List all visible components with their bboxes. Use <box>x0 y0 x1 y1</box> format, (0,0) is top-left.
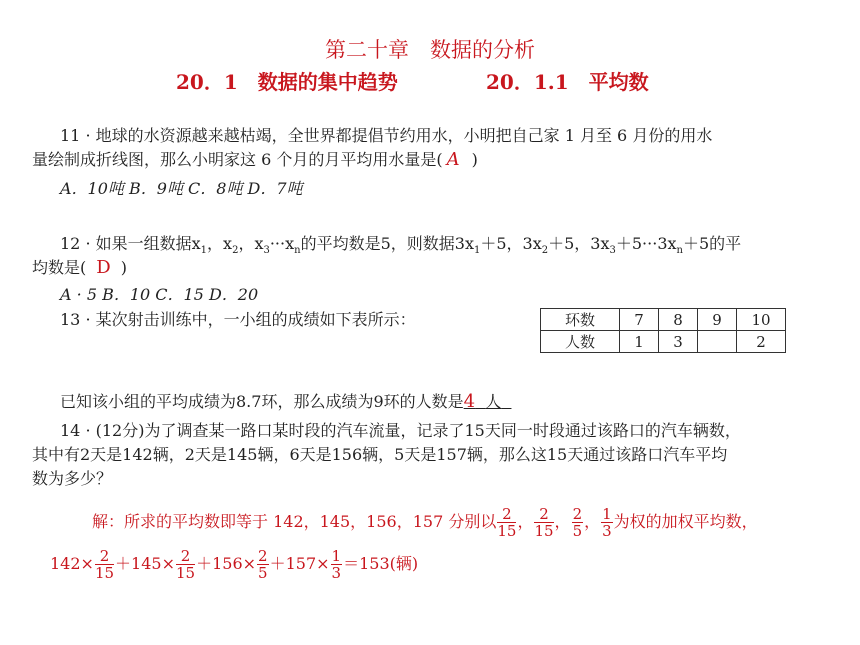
q12-sub: 1 <box>473 245 481 256</box>
q12-text: ＋5，3x <box>548 234 610 253</box>
q12-line1 <box>60 232 741 258</box>
q12-text: 12 · 如果一组数据x <box>60 234 201 253</box>
calc-result: ＝153(辆) <box>343 554 419 573</box>
table-cell: 3 <box>659 331 698 353</box>
q14-line1: 14 · (12分)为了调查某一路口某时段的汽车流量，记录了15天同一时段通过该路口的汽车辆数， <box>60 421 741 440</box>
fraction-numerator: 2 <box>497 507 516 523</box>
fraction-denominator: 3 <box>602 521 612 540</box>
q14-line2: 其中有2天是142辆，2天是145辆，6天是156辆，5天是157辆，那么这15天通过该路口汽车平均 <box>32 445 728 464</box>
fraction-denominator: 3 <box>331 563 342 582</box>
section-title: 20．1 数据的集中趋势 <box>176 70 398 94</box>
weight-fraction <box>601 504 613 540</box>
q12-options: A · 5 B．10 C．15 D．20 <box>60 285 259 304</box>
calc-term: ＋145× <box>115 554 175 573</box>
fraction-denominator: 5 <box>572 521 583 540</box>
table-row <box>541 331 786 353</box>
q12-sub: 3 <box>263 245 270 256</box>
weight-fraction <box>176 546 196 582</box>
q12-text: ＋5···3x <box>615 234 677 253</box>
fraction-numerator: 2 <box>572 504 583 523</box>
q12-sub: 1 <box>200 245 208 256</box>
q12-stem: 均数是( <box>32 258 87 277</box>
calc-term: ＋156× <box>196 554 257 573</box>
calc-term: 142× <box>50 554 94 573</box>
fraction-denominator: 15 <box>94 563 115 582</box>
q12-sub: 3 <box>609 245 616 256</box>
separator: ， <box>517 512 534 531</box>
table-cell <box>698 331 737 353</box>
q14-solution-text: 为权的加权平均数， <box>613 512 758 531</box>
fraction-numerator: 1 <box>331 546 342 565</box>
table-cell: 环数 <box>541 309 620 331</box>
separator: ， <box>584 512 601 531</box>
table-cell: 人数 <box>541 331 620 353</box>
table-cell: 7 <box>620 309 659 331</box>
fraction-denominator: 5 <box>258 563 268 582</box>
q14-line3: 数为多少？ <box>32 469 113 488</box>
q12-text: ，x <box>207 234 233 253</box>
q11-stem: 量绘制成折线图，那么小明家这 6 个月的月平均用水量是( <box>32 150 443 169</box>
weight-fraction <box>497 504 517 540</box>
q12-answer: D <box>96 257 111 278</box>
fraction-numerator: 2 <box>534 507 553 523</box>
fraction-denominator: 15 <box>534 521 554 540</box>
q12-text: ···x <box>269 234 295 253</box>
weight-fraction <box>257 546 269 582</box>
q14-solution-line2 <box>50 547 418 581</box>
calc-term: ＋157× <box>269 554 330 573</box>
q12-sub: 2 <box>232 245 239 256</box>
fraction-numerator: 2 <box>95 549 114 565</box>
q11-close: ) <box>471 150 478 169</box>
separator: ， <box>554 512 571 531</box>
chapter-title: 第二十章 数据的分析 <box>325 38 535 62</box>
weight-fraction <box>572 504 584 540</box>
weight-fraction <box>331 546 343 582</box>
q12-text: ＋5，3x <box>480 234 542 253</box>
weight-fraction <box>534 504 554 540</box>
q12-line2 <box>32 256 127 279</box>
fraction-numerator: 2 <box>176 549 195 565</box>
q14-solution-text: 解：所求的平均数即等于 142，145，156，157 分别以 <box>92 512 497 531</box>
q12-text: 的平均数是5，则数据3x <box>300 234 474 253</box>
q13-answer-blank <box>464 392 512 411</box>
weight-fraction <box>94 546 115 582</box>
q13-answer: 4 <box>463 391 476 412</box>
fraction-denominator: 15 <box>176 563 196 582</box>
score-table <box>540 308 786 353</box>
q11-answer: A <box>446 149 460 170</box>
q12-sub: n <box>294 245 301 256</box>
q11-line2 <box>32 148 478 171</box>
q12-sub: 2 <box>541 245 549 256</box>
table-cell: 9 <box>698 309 737 331</box>
table-cell: 2 <box>737 331 786 353</box>
fraction-denominator: 15 <box>497 521 517 540</box>
table-cell: 1 <box>620 331 659 353</box>
table-cell: 10 <box>737 309 786 331</box>
q13-conclusion <box>60 390 511 413</box>
fraction-numerator: 2 <box>258 546 268 565</box>
q12-text: ＋5的平 <box>682 234 742 253</box>
q13-conclusion-text: 已知该小组的平均成绩为8.7环，那么成绩为9环的人数是 <box>60 392 464 411</box>
table-row <box>541 309 786 331</box>
q13-unit: 人 <box>485 392 502 411</box>
q12-sub: n <box>676 245 683 256</box>
subsection-title: 20．1.1 平均数 <box>486 70 649 94</box>
q12-close: ) <box>120 258 127 277</box>
q11-line1: 11 · 地球的水资源越来越枯竭，全世界都提倡节约用水，小明把自己家 1 月至 6 月份的用水 <box>60 126 713 145</box>
q11-options: A．10吨 B．9吨 C．8吨 D．7吨 <box>60 179 303 198</box>
q14-solution-line1 <box>92 505 758 539</box>
table-cell: 8 <box>659 309 698 331</box>
q12-text: ，x <box>238 234 264 253</box>
fraction-numerator: 1 <box>602 504 612 523</box>
q13-text: 13 · 某次射击训练中，一小组的成绩如下表所示： <box>60 310 416 329</box>
